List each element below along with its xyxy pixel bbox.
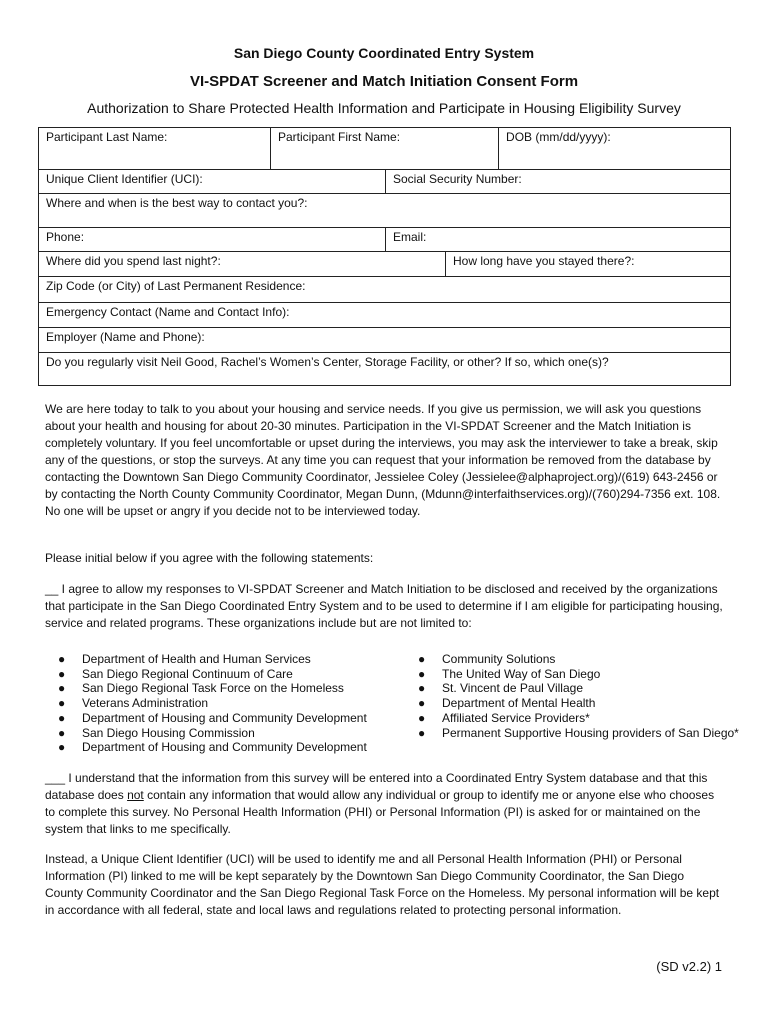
ssn-field[interactable] <box>386 170 731 194</box>
list-item: ● St. Vincent de Paul Village <box>418 681 583 696</box>
statement-uci: Instead, a Unique Client Identifier (UCI) will be used to identify me and all Personal Health Information (PHI) or Personal Information (PI) linked to me will be kept separately by the Downtown San Diego Community Coordinator, the San Diego County Community Coordinator and the San Diego Regional Task Force on the Homeless. My personal information will be kept in accordance with all federal, state and local laws and regulations related to protecting personal information. <box>45 852 720 917</box>
intro-paragraph: We are here today to talk to you about your housing and service needs. If you give us permission, we will ask you questions about your health and housing for about 20-30 minutes. Participation in the VI-SPDAT Screener and the Match Initiation is completely voluntary. If you feel uncomfortable or upset during the interviews, you may ask the interviewer to take a break, skip any of the questions, or stop the surveys. At any time you can request that your information be removed from the database by contacting the Downtown San Diego Community Coordinator, Jessielee Coley (Jessielee@alphaproject.org)/(619) 643-2456 or by contacting the North County Community Coordinator, Megan Dunn, (Mdunn@interfaithservices.org)/(760)294-7356 ext. 108. No one will be upset or angry if you decide not to be interviewed today. <box>45 402 721 518</box>
stay-length-field[interactable] <box>446 252 731 277</box>
list-item: ● San Diego Regional Task Force on the Homeless <box>58 681 344 696</box>
list-item: ● Permanent Supportive Housing providers of San Diego* <box>418 725 739 740</box>
dob-label: DOB (mm/dd/yyyy): <box>506 130 611 144</box>
bullet-icon: ● <box>58 681 66 696</box>
statement-database: ___ I understand that the information from this survey will be entered into a Coordinated Entry System database and that this database does not contain any information that would allow any individual or group to identify me or anyone else who chooses to complete this survey. No Personal Health Information (PHI) or Personal Information (PI) is asked for or maintained on the system that links to me specifically. <box>45 771 715 836</box>
bullet-icon: ● <box>58 666 66 681</box>
organization-list-right <box>418 652 763 740</box>
bullet-icon: ● <box>418 696 426 711</box>
uci-field[interactable] <box>39 170 386 194</box>
bullet-icon: ● <box>58 725 66 740</box>
initial-prompt: Please initial below if you agree with the following statements: <box>45 551 374 565</box>
contact-preference-label: Where and when is the best way to contact you?: <box>46 196 308 210</box>
phone-field[interactable] <box>39 228 386 252</box>
bullet-icon: ● <box>58 696 66 711</box>
stay-length-label: How long have you stayed there?: <box>453 254 635 268</box>
emphasis-not: not <box>127 788 144 802</box>
zip-code-field[interactable] <box>39 277 731 303</box>
list-item: ● Affiliated Service Providers* <box>418 710 590 725</box>
last-night-field[interactable] <box>39 252 446 277</box>
zip-code-label: Zip Code (or City) of Last Permanent Residence: <box>46 279 306 293</box>
list-item: ● Department of Health and Human Services <box>58 652 311 666</box>
list-item: ● Veterans Administration <box>58 696 209 711</box>
regular-visit-label: Do you regularly visit Neil Good, Rachel’s Women’s Center, Storage Facility, or other? If so, which one(s)? <box>46 355 609 369</box>
dob-field[interactable] <box>499 128 731 170</box>
last-name-field[interactable] <box>39 128 271 170</box>
emergency-contact-field[interactable] <box>39 303 731 328</box>
list-item: ● San Diego Housing Commission <box>58 725 255 740</box>
intake-form-table <box>38 127 731 386</box>
org-title: San Diego County Coordinated Entry System <box>233 45 535 61</box>
email-field[interactable] <box>386 228 731 252</box>
bullet-icon: ● <box>418 710 426 725</box>
form-subtitle: Authorization to Share Protected Health Information and Participate in Housing Eligibility Survey <box>87 100 681 116</box>
list-item: ● Department of Housing and Community Development <box>58 710 367 725</box>
list-item: ● Community Solutions <box>418 652 556 666</box>
employer-field[interactable] <box>39 328 731 353</box>
bullet-icon: ● <box>58 710 66 725</box>
bullet-icon: ● <box>58 740 66 755</box>
contact-preference-field[interactable] <box>39 194 731 228</box>
bullet-icon: ● <box>418 725 426 740</box>
page-footer: (SD v2.2) 1 <box>656 959 722 974</box>
bullet-icon: ● <box>418 666 426 681</box>
email-label: Email: <box>393 230 427 244</box>
last-name-label: Participant Last Name: <box>46 130 168 144</box>
bullet-icon: ● <box>58 652 66 666</box>
regular-visit-field[interactable] <box>39 353 731 386</box>
phone-label: Phone: <box>46 230 85 244</box>
first-name-field[interactable] <box>271 128 499 170</box>
list-item: ● Department of Housing and Community Development <box>58 740 367 755</box>
organization-list-left <box>58 652 398 755</box>
statement-disclosure: __ I agree to allow my responses to VI-SPDAT Screener and Match Initiation to be disclosed and received by the organizations that participate in the San Diego Coordinated Entry System and to be used to determine if I am eligible for participating housing, service and related programs. These organizations include but are not limited to: <box>45 582 723 630</box>
bullet-icon: ● <box>418 652 426 666</box>
employer-label: Employer (Name and Phone): <box>46 330 205 344</box>
uci-label: Unique Client Identifier (UCI): <box>46 172 203 186</box>
list-item: ● San Diego Regional Continuum of Care <box>58 666 293 681</box>
form-title: VI-SPDAT Screener and Match Initiation Consent Form <box>189 73 579 90</box>
last-night-label: Where did you spend last night?: <box>46 254 221 268</box>
list-item: ● Department of Mental Health <box>418 696 596 711</box>
emergency-contact-label: Emergency Contact (Name and Contact Info): <box>46 305 290 319</box>
ssn-label: Social Security Number: <box>393 172 522 186</box>
list-item: ● The United Way of San Diego <box>418 666 601 681</box>
bullet-icon: ● <box>418 681 426 696</box>
first-name-label: Participant First Name: <box>278 130 401 144</box>
